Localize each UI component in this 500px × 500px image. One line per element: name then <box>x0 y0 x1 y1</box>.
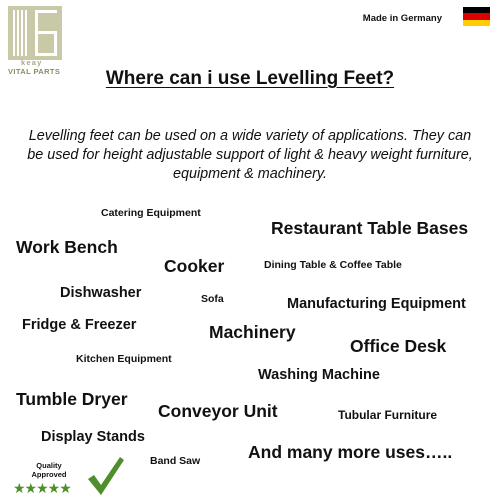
five-star-rating-icon: ★★★★★ <box>13 480 71 496</box>
use-washing-machine: Washing Machine <box>258 367 380 383</box>
use-tumble-dryer: Tumble Dryer <box>16 389 128 409</box>
checkmark-icon <box>86 455 126 497</box>
use-tubular-furniture: Tubular Furniture <box>338 408 438 422</box>
use-dishwasher: Dishwasher <box>60 285 142 301</box>
use-display-stands: Display Stands <box>41 429 145 445</box>
use-band-saw: Band Saw <box>150 455 201 467</box>
use-sofa: Sofa <box>201 293 224 305</box>
germany-flag-icon <box>463 7 490 26</box>
use-restaurant-table-bases: Restaurant Table Bases <box>271 218 469 238</box>
use-cooker: Cooker <box>164 256 225 276</box>
quality-approved-label <box>21 461 77 479</box>
use-catering-equipment: Catering Equipment <box>101 207 201 219</box>
use-work-bench: Work Bench <box>16 237 118 257</box>
page-title: Where can i use Levelling Feet? <box>105 68 395 89</box>
use-machinery: Machinery <box>209 322 296 342</box>
use-conveyor-unit: Conveyor Unit <box>158 401 278 421</box>
keay-logo-icon <box>8 6 62 60</box>
use-office-desk: Office Desk <box>350 336 447 356</box>
use-many-more: And many more uses….. <box>248 442 453 462</box>
logo-tagline: VITAL PARTS <box>8 67 61 76</box>
quality-line-2: Approved <box>31 470 67 479</box>
use-kitchen-equipment: Kitchen Equipment <box>76 353 172 365</box>
intro-text: Levelling feet can be used on a wide variety of applications. They can be used for height adjustable support of light & heavy weight furniture, equipment & machinery. <box>27 128 473 182</box>
use-dining-table: Dining Table & Coffee Table <box>264 259 402 271</box>
logo-wordmark: keay <box>21 58 43 67</box>
use-fridge-freezer: Fridge & Freezer <box>22 317 137 333</box>
use-manufacturing-equipment: Manufacturing Equipment <box>287 296 466 312</box>
made-in-label: Made in Germany <box>362 13 442 24</box>
quality-line-1: Quality <box>36 461 62 470</box>
